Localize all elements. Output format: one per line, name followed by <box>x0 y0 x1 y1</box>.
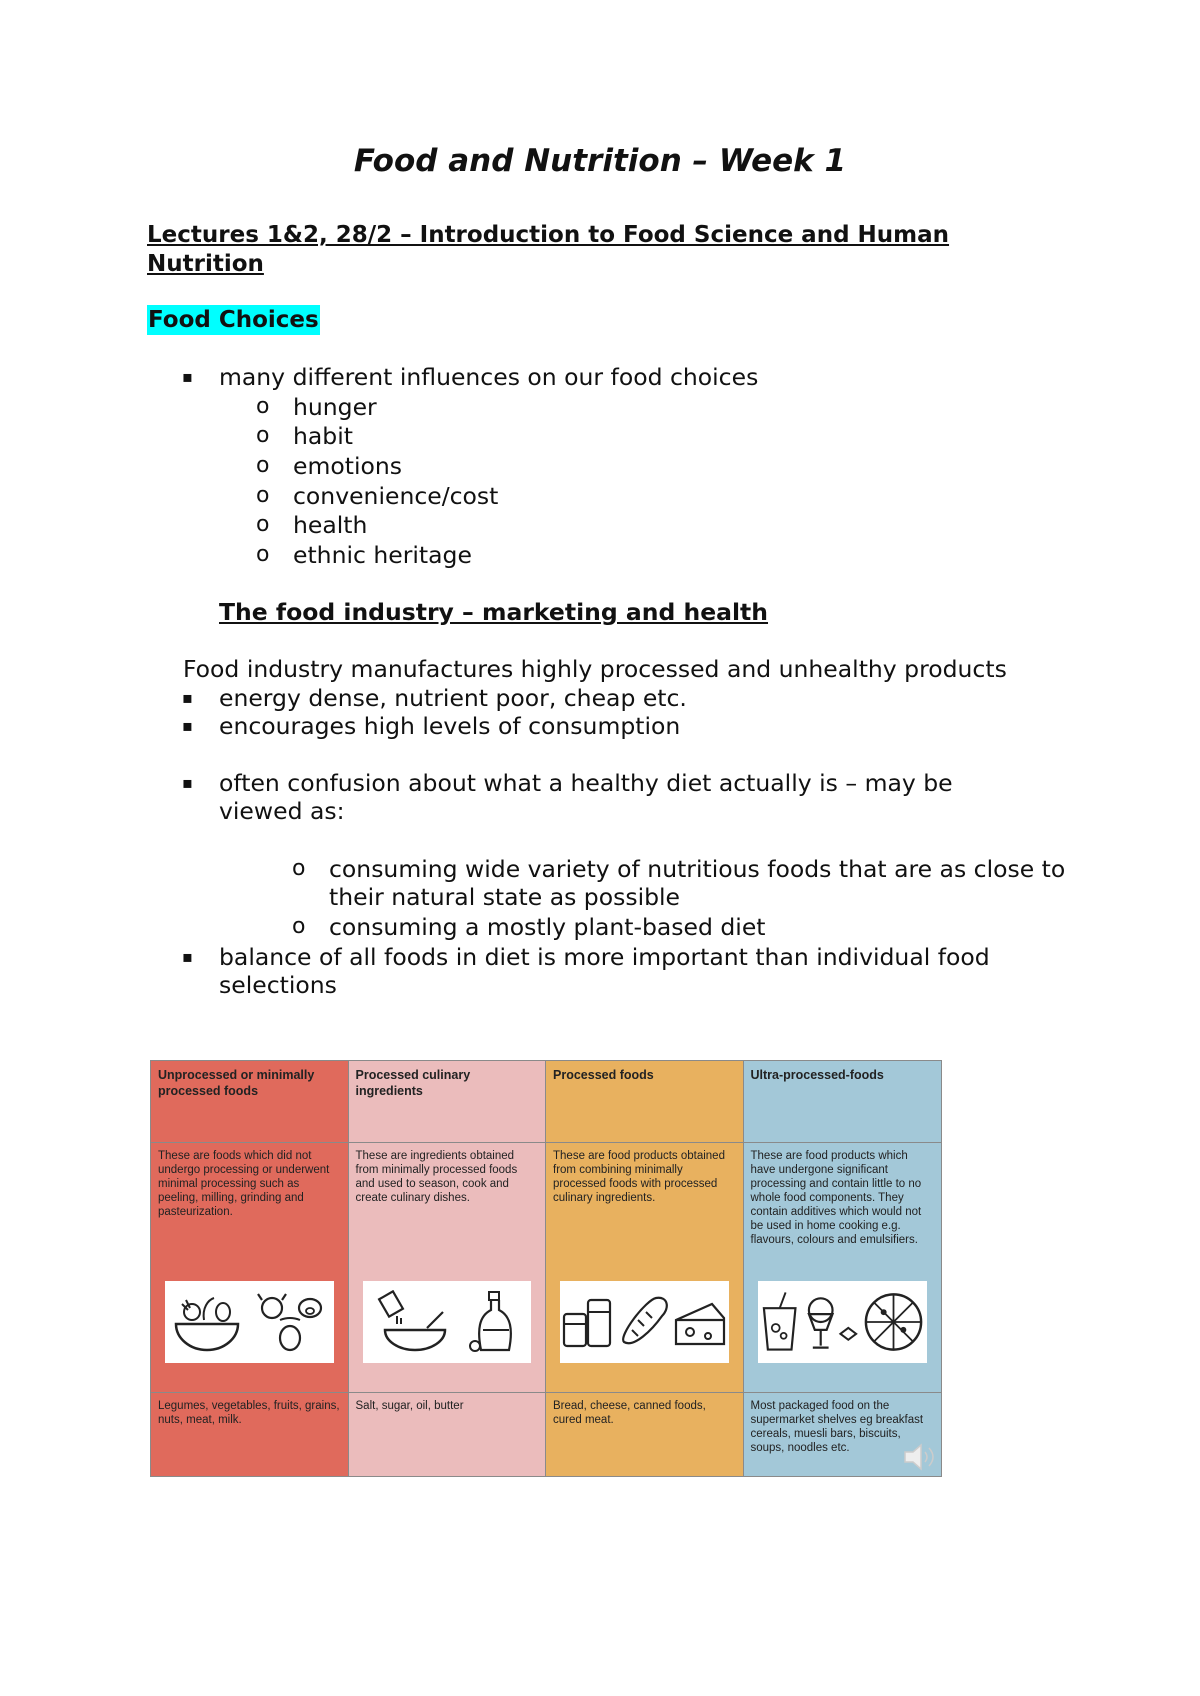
industry-bullet: encourages high levels of consumption <box>219 712 681 740</box>
healthy-diet-view: consuming wide variety of nutritious foods that are as close to their natural state as possible <box>329 855 1066 911</box>
influence-item: ethnic heritage <box>293 541 472 569</box>
table-examples: Salt, sugar, oil, butter <box>349 1393 547 1476</box>
influence-item: convenience/cost <box>293 482 499 510</box>
table-examples: Legumes, vegetables, fruits, grains, nuts, meat, milk. <box>151 1393 349 1476</box>
salad-bowl-icon <box>168 1290 246 1354</box>
table-description: These are food products obtained from combining minimally processed foods with processed culinary ingredients. <box>553 1150 725 1204</box>
lecture-heading: Lectures 1&2, 28/2 – Introduction to Food Science and Human Nutrition <box>147 222 950 277</box>
bullet-marker: ▪ <box>182 716 193 735</box>
sub-bullet-marker: o <box>256 394 270 419</box>
sub-bullet-marker: o <box>256 512 270 537</box>
bread-icon <box>616 1290 672 1354</box>
oil-bottle-icon <box>465 1290 525 1354</box>
sub-bullet-marker: o <box>292 856 306 881</box>
sub-bullet-marker: o <box>256 483 270 508</box>
table-description: These are foods which did not undergo processing or underwent minimal processing such as peeling, milling, grinding and pasteurization. <box>158 1150 330 1218</box>
balance-text: balance of all foods in diet is more important than individual food selections <box>219 943 990 999</box>
ice-cream-icon <box>801 1290 860 1354</box>
table-header: Processed culinary ingredients <box>349 1061 547 1143</box>
industry-heading: The food industry – marketing and health <box>219 598 769 626</box>
table-header: Unprocessed or minimally processed foods <box>151 1061 349 1143</box>
table-examples-cell <box>744 1393 942 1476</box>
industry-bullet: energy dense, nutrient poor, cheap etc. <box>219 684 687 712</box>
sub-bullet-marker: o <box>292 914 306 939</box>
pizza-icon <box>860 1290 927 1354</box>
category-image <box>165 1281 334 1363</box>
speaker-icon[interactable] <box>903 1442 937 1472</box>
table-description: These are food products which have undergone significant processing and contain little to no whole food components. They contain additives which would not be used in home cooking e.g. flavours, colours and emulsifiers. <box>750 1150 922 1246</box>
influence-item: health <box>293 511 368 539</box>
processing-table <box>150 1060 942 1477</box>
category-image <box>560 1281 729 1363</box>
category-image <box>758 1281 928 1363</box>
table-description-cell <box>744 1143 942 1393</box>
table-examples: Bread, cheese, canned foods, cured meat. <box>546 1393 744 1476</box>
cans-icon <box>560 1290 616 1354</box>
table-header: Ultra-processed-foods <box>744 1061 942 1143</box>
table-description: These are ingredients obtained from minimally processed foods and used to season, cook and create culinary dishes. <box>355 1150 518 1204</box>
industry-intro: Food industry manufactures highly processed and unhealthy products <box>183 655 1007 683</box>
table-header: Processed foods <box>546 1061 744 1143</box>
bullet-marker: ▪ <box>182 367 193 386</box>
pouring-bowl-icon <box>369 1290 453 1354</box>
page-title: Food and Nutrition – Week 1 <box>353 143 847 179</box>
bullet-marker: ▪ <box>182 947 193 966</box>
influence-item: emotions <box>293 452 402 480</box>
soda-cup-icon <box>758 1290 801 1354</box>
sub-bullet-marker: o <box>256 423 270 448</box>
sub-bullet-marker: o <box>256 453 270 478</box>
sub-bullet-marker: o <box>256 542 270 567</box>
category-image <box>363 1281 532 1363</box>
bullet-marker: ▪ <box>182 773 193 792</box>
confusion-text: often confusion about what a healthy diet actually is – may be viewed as: <box>219 769 953 825</box>
influence-item: habit <box>293 422 353 450</box>
healthy-diet-view: consuming a mostly plant-based diet <box>329 913 766 941</box>
table-description-cell <box>546 1143 744 1393</box>
table-description-cell <box>151 1143 349 1393</box>
influences-intro: many different influences on our food choices <box>219 363 759 391</box>
table-examples: Most packaged food on the supermarket shelves eg breakfast cereals, muesli bars, biscuits, soups, noodles etc. <box>750 1400 924 1454</box>
bullet-marker: ▪ <box>182 688 193 707</box>
animals-icon <box>252 1290 330 1354</box>
influence-item: hunger <box>293 393 377 421</box>
cheese-icon <box>672 1290 728 1354</box>
table-description-cell <box>349 1143 547 1393</box>
section-heading-food-choices: Food Choices <box>148 307 319 333</box>
